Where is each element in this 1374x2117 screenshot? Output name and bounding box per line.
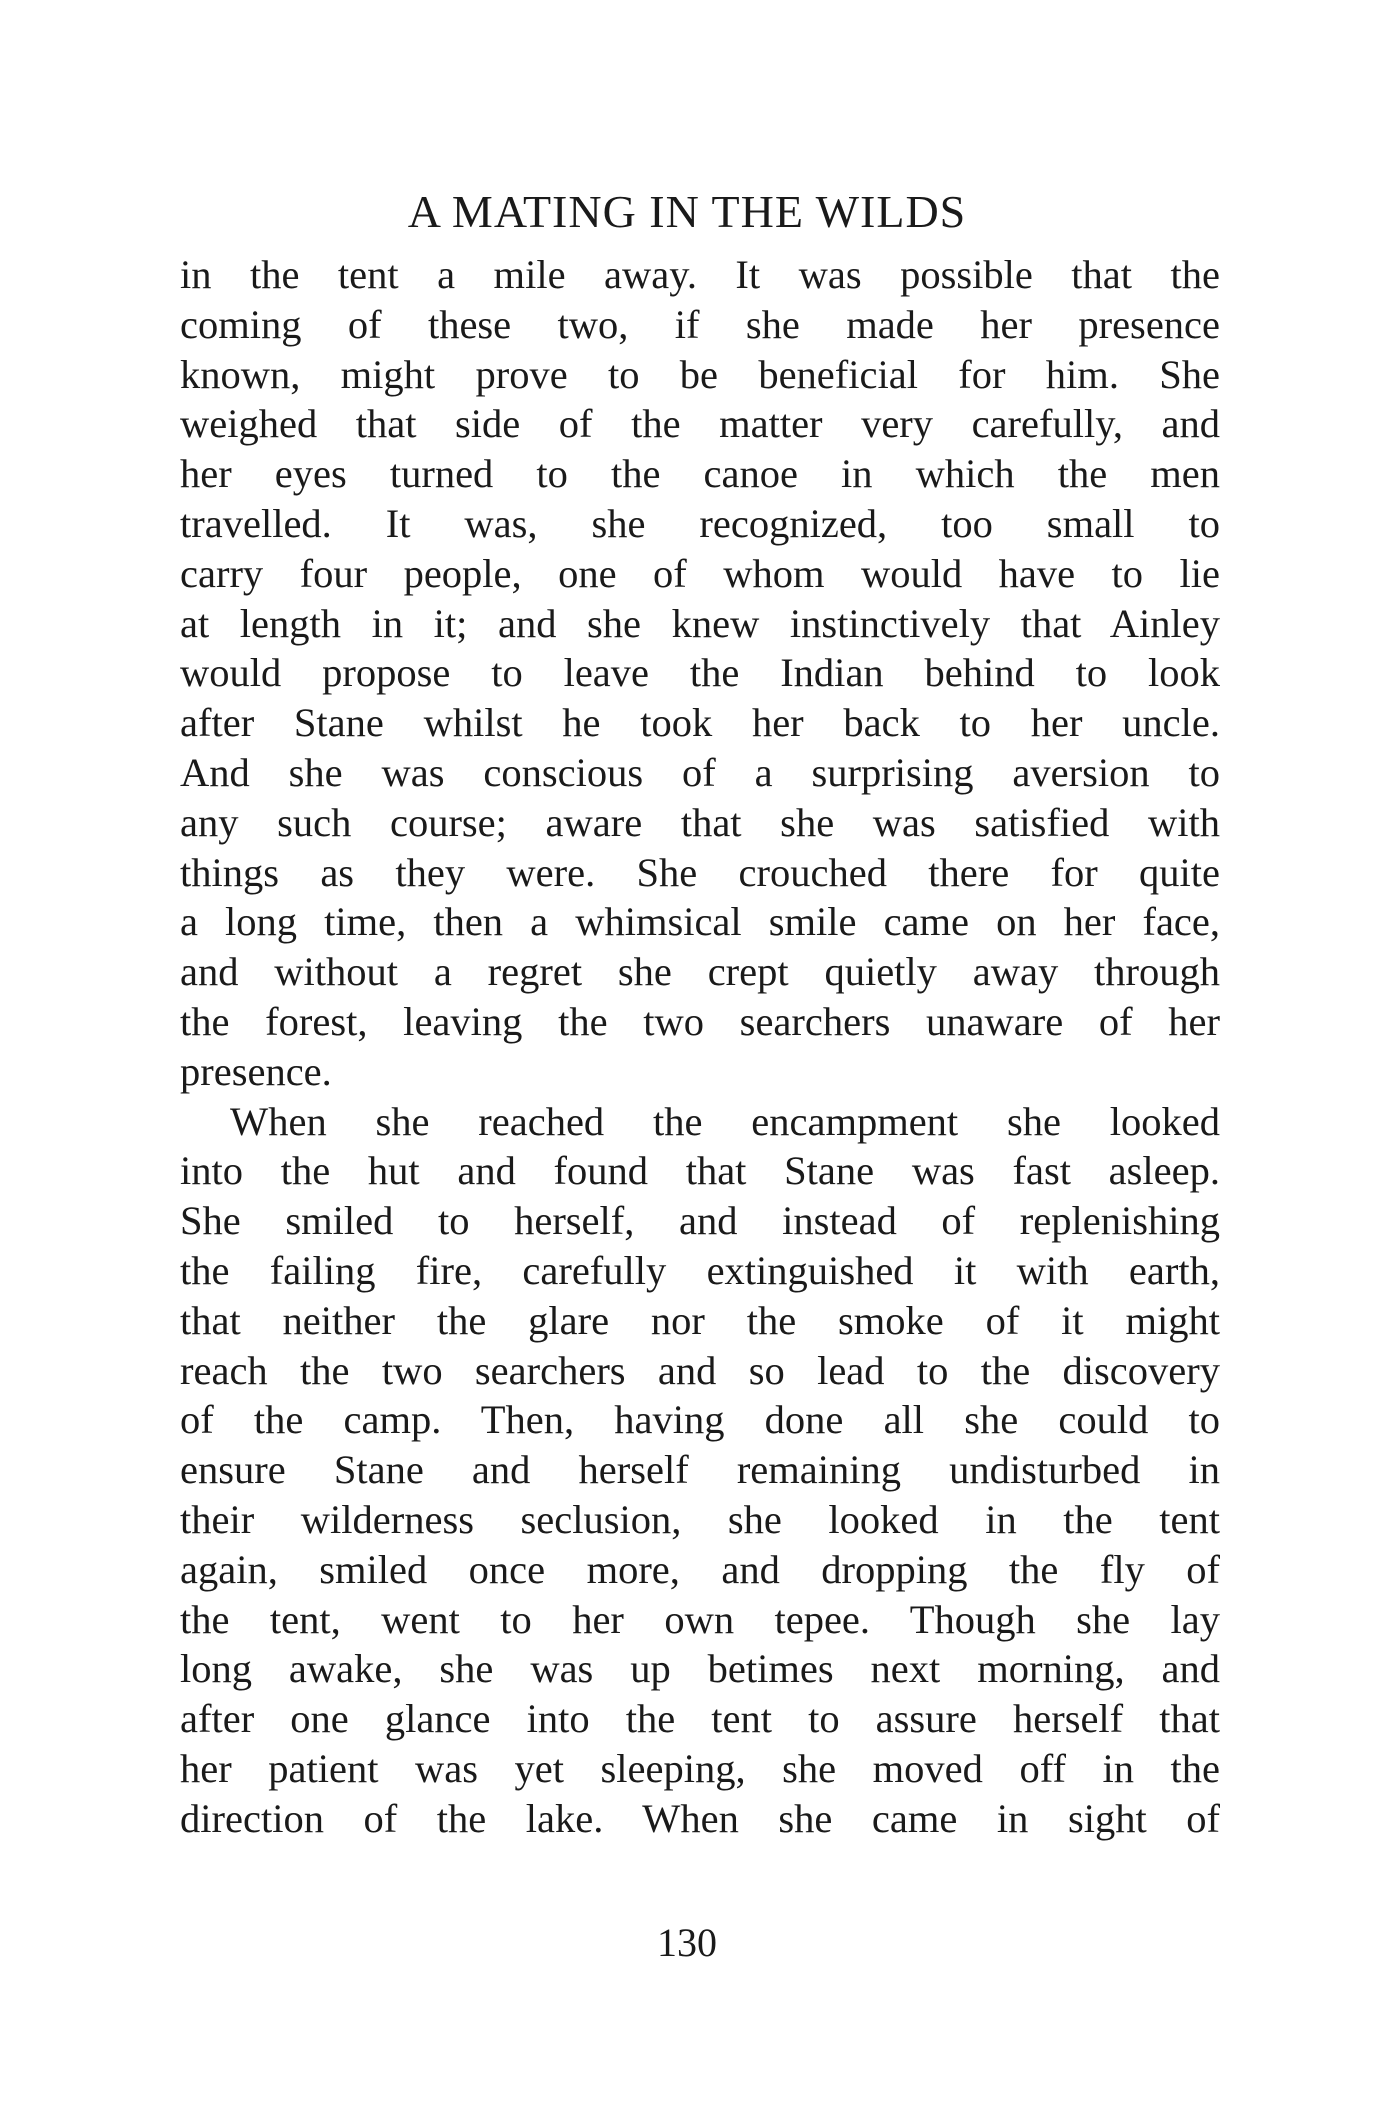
text-line: the failing fire, carefully extinguished it with earth, [180, 1247, 1220, 1293]
text-line: coming of these two, if she made her presence [180, 301, 1220, 347]
text-line: after Stane whilst he took her back to her uncle. [180, 700, 1220, 746]
text-line: the tent, went to her own tepee. Though she lay [180, 1596, 1220, 1642]
text-line: ensure Stane and herself remaining undisturbed in [180, 1447, 1220, 1493]
text-line: things as they were. She crouched there for quite [180, 849, 1220, 895]
text-line: any such course; aware that she was satisfied with [180, 799, 1220, 845]
page-number: 130 [657, 1920, 717, 1965]
text-line: and without a regret she crept quietly away through [180, 949, 1220, 995]
text-line: weighed that side of the matter very carefully, and [180, 401, 1220, 447]
text-line: into the hut and found that Stane was fast asleep. [180, 1148, 1220, 1194]
body-text [180, 250, 1220, 1844]
running-head-title: A MATING IN THE WILDS [407, 186, 967, 237]
text-line: her eyes turned to the canoe in which the men [180, 451, 1220, 497]
paragraph [180, 1097, 1220, 1844]
text-line: carry four people, one of whom would have to lie [180, 550, 1220, 596]
text-line: When she reached the encampment she looked [230, 1098, 1220, 1144]
text-line: at length in it; and she knew instinctively that Ainley [180, 600, 1220, 646]
text-line: their wilderness seclusion, she looked in the tent [180, 1496, 1220, 1542]
text-line: after one glance into the tent to assure herself that [180, 1696, 1220, 1742]
text-line: again, smiled once more, and dropping the fly of [180, 1546, 1220, 1592]
text-line: long awake, she was up betimes next morning, and [180, 1646, 1220, 1692]
text-line: her patient was yet sleeping, she moved off in the [180, 1745, 1220, 1791]
text-line: And she was conscious of a surprising aversion to [180, 749, 1220, 795]
text-line: direction of the lake. When she came in sight of [180, 1795, 1220, 1841]
text-line: of the camp. Then, having done all she could to [180, 1397, 1220, 1443]
text-line: in the tent a mile away. It was possible that the [180, 252, 1220, 297]
text-line: reach the two searchers and so lead to the discovery [180, 1347, 1220, 1393]
text-line: travelled. It was, she recognized, too small to [180, 500, 1220, 546]
text-line: would propose to leave the Indian behind to look [180, 650, 1220, 696]
text-line: known, might prove to be beneficial for him. She [180, 351, 1220, 397]
text-line: a long time, then a whimsical smile came on her face, [180, 899, 1220, 945]
text-line: She smiled to herself, and instead of replenishing [180, 1198, 1220, 1244]
text-line: the forest, leaving the two searchers unaware of her [180, 998, 1220, 1044]
text-line: that neither the glare nor the smoke of it might [180, 1297, 1220, 1343]
text-line: presence. [180, 1048, 332, 1094]
paragraph [180, 250, 1220, 1097]
